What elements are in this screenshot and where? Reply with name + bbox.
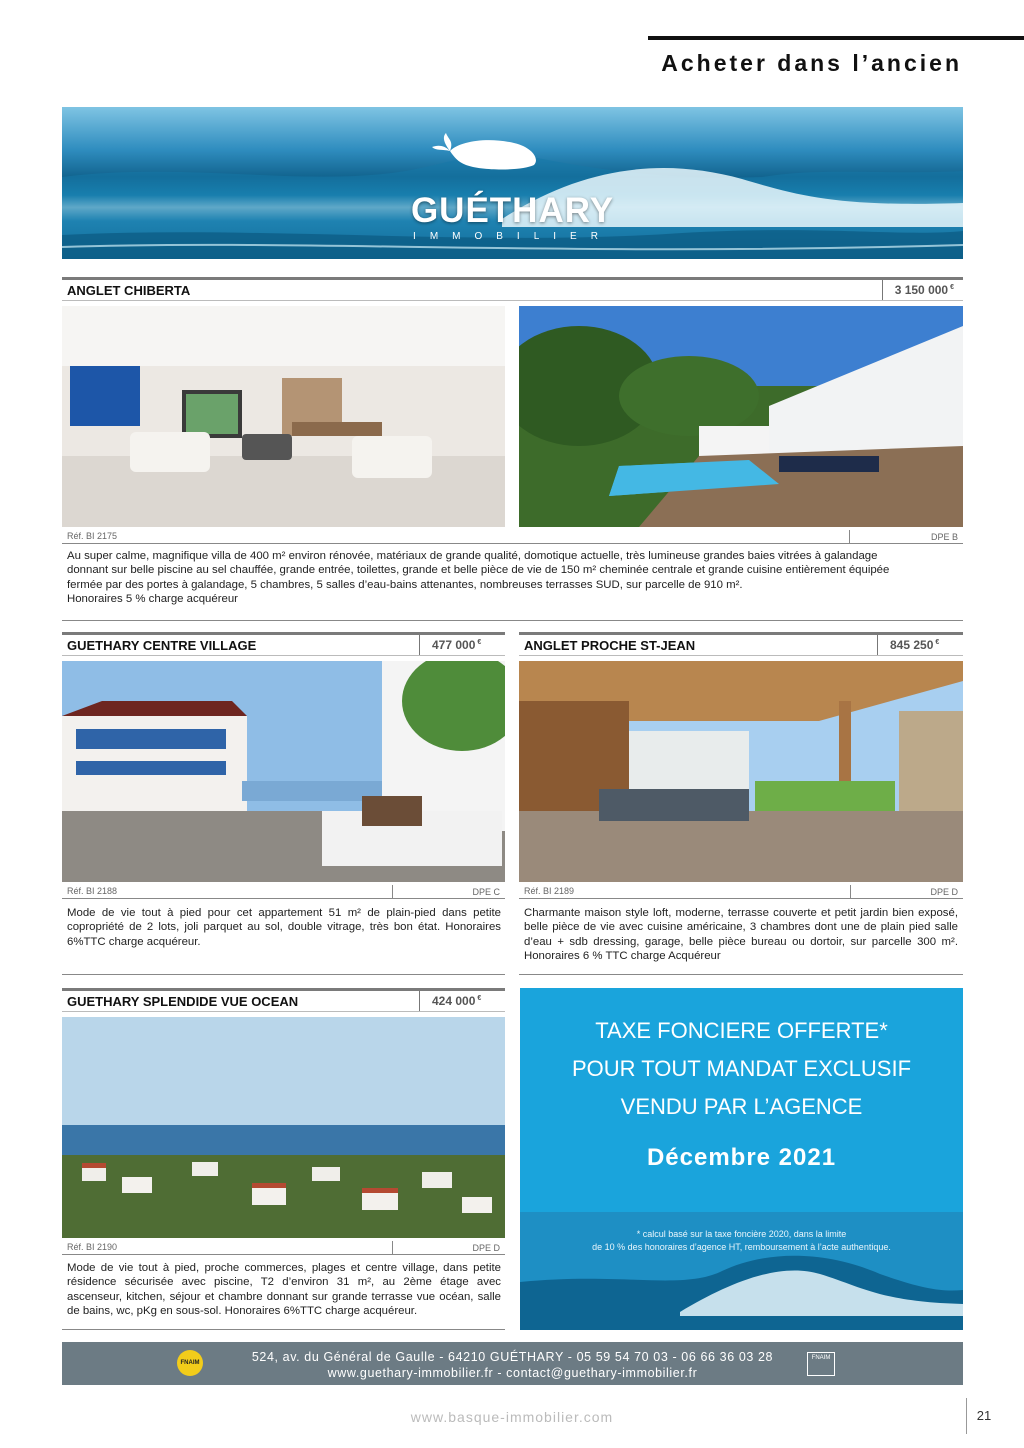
- reference-number: Réf. BI 2175: [67, 531, 118, 541]
- listing-price: 477 000 €: [419, 635, 505, 655]
- reference-number: Réf. BI 2189: [524, 886, 575, 896]
- ocean-view-photo: [62, 1017, 505, 1238]
- listing-price: 845 250 €: [877, 635, 963, 655]
- page-number: 21: [966, 1398, 1001, 1434]
- promo-line-1: TAXE FONCIERE OFFERTE*: [595, 1018, 888, 1043]
- section-title: Acheter dans l’ancien: [661, 50, 962, 76]
- separator: [519, 974, 963, 975]
- separator: [62, 620, 963, 621]
- promo-box: [520, 988, 963, 1330]
- listing-description: Au super calme, magnifique villa de 400 m² environ rénovée, matériaux de grande qualité, domotique actuelle, très lumineuse grandes baies vitrées à galandage donnant sur belle piscine au sel chauffée, grande entrée, toilettes, grande et belle pièce de vie de 150 m² cheminée centrale et grande cuisine entièrement équipée fermée par des portes à galandage, 5 chambres, 5 salles d’eau-bains attenantes, nombreuses terrasses SUD, sur parcelle de 910 m². Honoraires 5 % charge acquéreur: [67, 550, 890, 605]
- listing-description: Charmante maison style loft, moderne, terrasse couverte et petit jardin bien exposé, belle pièce de vie avec cuisine américaine, 3 chambres dont une de plain pied salle d’eau + sdb dressing, garage, belle pièce bureau ou dortoir, sur parcelle 300 m². Honoraires 6 % TTC charge Acquéreur: [524, 907, 958, 962]
- dpe-rating: DPE C: [472, 887, 500, 897]
- footer-website[interactable]: www.basque-immobilier.com: [410, 1409, 614, 1425]
- reference-number: Réf. BI 2188: [67, 886, 118, 896]
- listing-header: [62, 632, 505, 656]
- listing-header: [62, 277, 963, 301]
- contact-address: 524, av. du Général de Gaulle - 64210 GUÉTHARY - 05 59 54 70 03 - 06 66 36 03 28: [251, 1350, 774, 1364]
- separator: [62, 1329, 505, 1330]
- agency-logo-name: GUÉTHARY: [410, 191, 615, 230]
- listing-title: GUETHARY CENTRE VILLAGE: [67, 638, 257, 653]
- listing-reference-row: [519, 885, 963, 899]
- fnaim-badge: FNAIM: [807, 1352, 835, 1376]
- listing-reference-row: [62, 1241, 505, 1255]
- contact-bar: [62, 1342, 963, 1385]
- listing-title: ANGLET PROCHE ST-JEAN: [524, 638, 696, 653]
- listing-title: ANGLET CHIBERTA: [67, 283, 191, 298]
- promo-line-2: POUR TOUT MANDAT EXCLUSIF: [571, 1056, 912, 1081]
- dpe-rating: DPE D: [930, 887, 958, 897]
- listing-header: [519, 632, 963, 656]
- listing-title: GUETHARY SPLENDIDE VUE OCEAN: [67, 994, 299, 1009]
- dpe-rating: DPE D: [472, 1243, 500, 1253]
- listing-description: Mode de vie tout à pied pour cet appartement 51 m² de plain-pied dans petite copropriété de 2 lots, joli parquet au sol, double vitrage, très bon état. Honoraires 6%TTC charge acquéreur.: [67, 907, 501, 948]
- promo-note-2: de 10 % des honoraires d’agence HT, remboursement à l’acte authentique.: [592, 1242, 891, 1252]
- promo-note-1: * calcul basé sur la taxe foncière 2020, dans la limite: [636, 1229, 847, 1239]
- contact-web-email[interactable]: www.guethary-immobilier.fr - contact@guethary-immobilier.fr: [327, 1366, 698, 1380]
- dpe-rating: DPE B: [930, 532, 958, 542]
- promo-line-3: VENDU PAR L’AGENCE: [620, 1094, 863, 1119]
- listing-reference-row: [62, 885, 505, 899]
- reference-number: Réf. BI 2190: [67, 1242, 118, 1252]
- living-room-photo: [62, 306, 505, 527]
- covered-terrace-photo: [519, 661, 963, 882]
- listing-header: [62, 988, 505, 1012]
- listing-description: Mode de vie tout à pied, proche commerces, plages et centre village, dans petite résidence sécurisée avec piscine, T2 d’environ 31 m², au 2ème étage avec ascenseur, kitchen, séjour et chambre donnant sur grande terrasse vue océan, salle de bains, wc, pKg en sous-sol. Honoraires 6%TTC charge acquéreur.: [67, 1262, 501, 1317]
- agency-logo-subtitle: IMMOBILIER: [413, 231, 612, 242]
- fnaim-logo: FNAIM: [177, 1350, 203, 1376]
- village-hotel-photo: [62, 661, 505, 882]
- header-rule: [648, 36, 1024, 40]
- pool-villa-photo: [519, 306, 963, 527]
- separator: [62, 974, 505, 975]
- listing-price: 3 150 000 €: [882, 280, 963, 300]
- listing-reference-row: [62, 530, 963, 544]
- listing-price: 424 000 €: [419, 991, 505, 1011]
- agency-banner: [62, 107, 963, 259]
- promo-date: Décembre 2021: [646, 1144, 837, 1171]
